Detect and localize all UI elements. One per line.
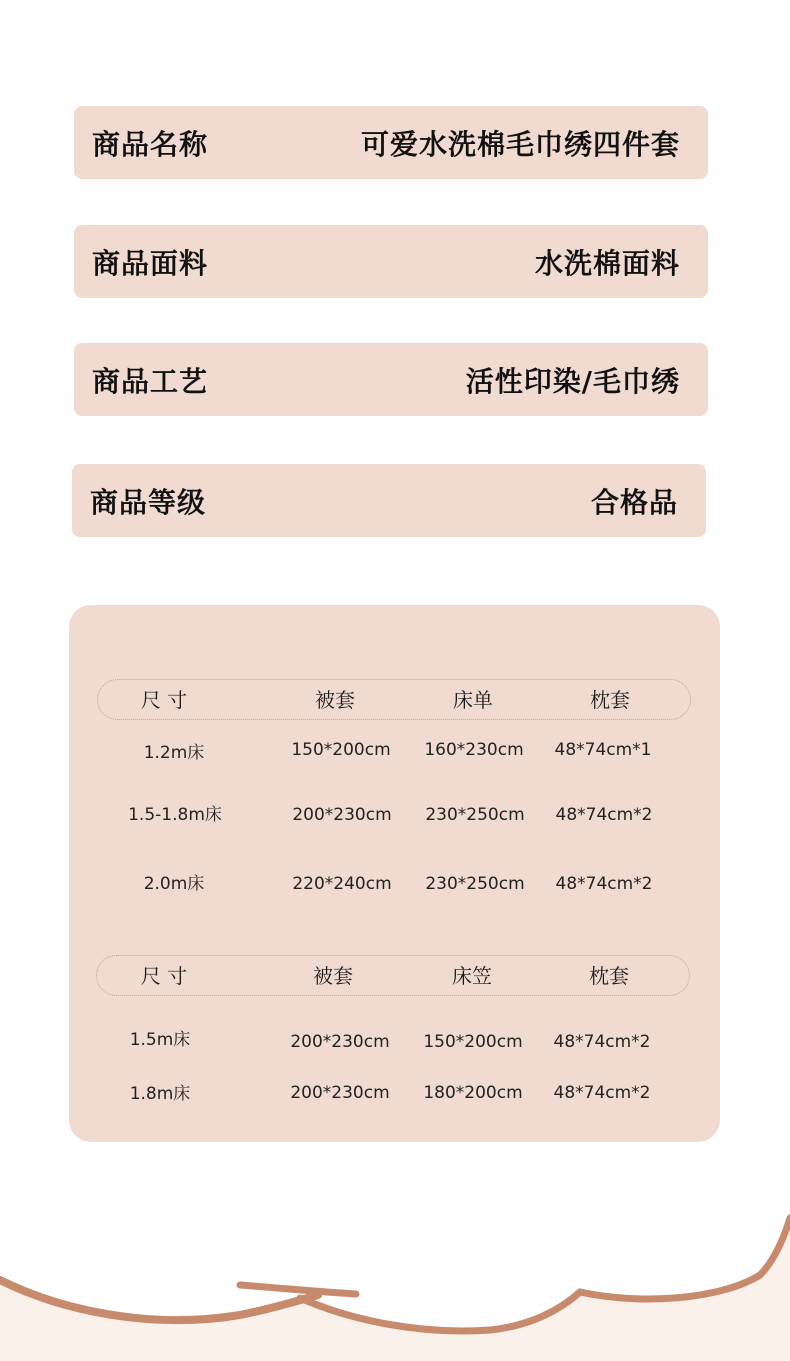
table1-row3-pillow: 48*74cm*2 [555,874,653,894]
table1-row2-sheet: 230*250cm [425,805,525,825]
table1-row1-duvet: 150*200cm [291,740,391,760]
table2-header-pillow: 枕套 [589,964,629,988]
info-value: 水洗棉面料 [534,246,680,280]
info-row-craft [74,343,708,416]
table1-row2-pillow: 48*74cm*2 [555,805,653,825]
table2-row2-size: 1.8m床 [129,1084,191,1104]
info-row-product-name [74,106,708,179]
table1-row2-duvet: 200*230cm [292,805,392,825]
info-label: 商品名称 [92,127,209,161]
table1-row2-size: 1.5-1.8m床 [128,805,222,825]
info-row-fabric [74,225,708,298]
table2-row1-pillow: 48*74cm*2 [553,1032,651,1052]
table1-header-size: 尺 寸 [140,688,188,712]
info-value: 活性印染/毛巾绣 [465,364,680,398]
table2-row2-duvet: 200*230cm [290,1083,390,1103]
table2-row2-pillow: 48*74cm*2 [553,1083,651,1103]
table1-row3-sheet: 230*250cm [425,874,525,894]
bottom-wave-decoration [0,1200,790,1361]
table1-row1-sheet: 160*230cm [424,740,524,760]
table1-row1-pillow: 48*74cm*1 [554,740,652,760]
table2-header-fitted-sheet: 床笠 [452,964,492,988]
info-value: 合格品 [590,485,678,519]
table1-row3-duvet: 220*240cm [292,874,392,894]
table1-header-pillow: 枕套 [590,688,630,712]
size-table-card [69,605,720,1142]
table1-header-duvet: 被套 [315,688,355,712]
info-row-grade [72,464,706,537]
info-value: 可爱水洗棉毛巾绣四件套 [360,127,680,161]
info-label: 商品等级 [90,485,207,519]
table2-row1-duvet: 200*230cm [290,1032,390,1052]
info-label: 商品工艺 [92,364,209,398]
wave-fill [0,1218,790,1361]
table2-row1-size: 1.5m床 [129,1030,191,1050]
table1-header-sheet: 床单 [453,688,493,712]
info-label: 商品面料 [92,246,209,280]
table1-row1-size: 1.2m床 [143,743,205,763]
table2-header-size: 尺 寸 [140,964,188,988]
table2-header-duvet: 被套 [313,964,353,988]
table1-row3-size: 2.0m床 [143,874,205,894]
table2-row2-fitted-sheet: 180*200cm [423,1083,523,1103]
table2-row1-fitted-sheet: 150*200cm [423,1032,523,1052]
